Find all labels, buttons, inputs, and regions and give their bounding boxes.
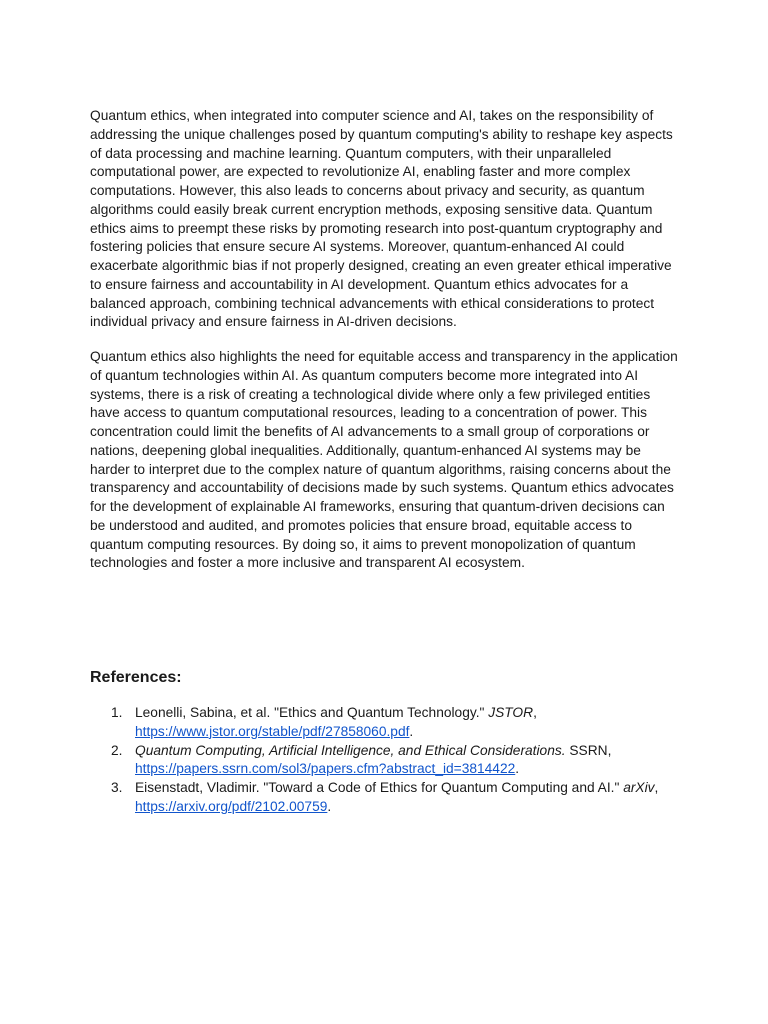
reference-link[interactable]: https://arxiv.org/pdf/2102.00759	[135, 798, 328, 814]
reference-link[interactable]: https://papers.ssrn.com/sol3/papers.cfm?abstract_id=3814422	[135, 761, 516, 777]
reference-text: Leonelli, Sabina, et al. "Ethics and Quantum Technology."	[135, 705, 489, 720]
reference-end: .	[515, 761, 520, 777]
reference-end: .	[327, 798, 332, 814]
reference-item-1	[90, 704, 690, 742]
reference-item-3	[90, 779, 690, 817]
reference-text-post: ,	[654, 780, 659, 795]
reference-source: arXiv	[623, 780, 655, 795]
body-paragraph-2: Quantum ethics also highlights the need for equitable access and transparency in the application of quantum technologies within AI. As quantum computers become more integrated into AI systems, there is a risk of creating a technological divide where only a few privileged entities have access to quantum computational resources, leading to a concentration of power. This concentration could limit the benefits of AI advancements to a small group of corporations or nations, deepening global inequalities. Additionally, quantum-enhanced AI systems may be harder to interpret due to the complex nature of quantum algorithms, raising concerns about the transparency and accountability of decisions made by such systems. Quantum ethics advocates for the development of explainable AI frameworks, ensuring that quantum-driven decisions can be understood and audited, and promotes policies that ensure broad, equitable access to quantum computing resources. By doing so, it aims to prevent monopolization of quantum technologies and foster a more inclusive and transparent AI ecosystem.	[90, 349, 678, 571]
reference-text-post: ,	[533, 705, 537, 720]
reference-number: 1.	[111, 705, 123, 720]
reference-number: 3.	[111, 780, 123, 795]
reference-number: 2.	[111, 742, 123, 758]
reference-source: JSTOR	[488, 705, 534, 720]
reference-end: .	[409, 723, 414, 739]
references-heading: References:	[90, 669, 182, 686]
reference-item-2	[90, 742, 690, 780]
reference-text: Eisenstadt, Vladimir. "Toward a Code of Ethics for Quantum Computing and AI."	[135, 780, 624, 795]
references-list	[90, 704, 690, 817]
reference-text-post: SSRN,	[565, 742, 612, 758]
body-paragraph-1: Quantum ethics, when integrated into computer science and AI, takes on the responsibility of addressing the unique challenges posed by quantum computing's ability to reshape key aspects of data processing and machine learning. Quantum computers, with their unparalleled computational power, are expected to revolutionize AI, enabling faster and more complex computations. However, this also leads to concerns about privacy and security, as quantum algorithms could easily break current encryption methods, exposing sensitive data. Quantum ethics aims to preempt these risks by promoting research into post-quantum cryptography and fostering policies that ensure secure AI systems. Moreover, quantum-enhanced AI could exacerbate algorithmic bias if not properly designed, creating an even greater ethical imperative to ensure fairness and accountability in AI development. Quantum ethics advocates for a balanced approach, combining technical advancements with ethical considerations to protect individual privacy and ensure fairness in AI-driven decisions.	[90, 108, 673, 330]
reference-source: Quantum Computing, Artificial Intelligence, and Ethical Considerations.	[135, 742, 566, 758]
reference-link[interactable]: https://www.jstor.org/stable/pdf/27858060.pdf	[135, 723, 410, 739]
